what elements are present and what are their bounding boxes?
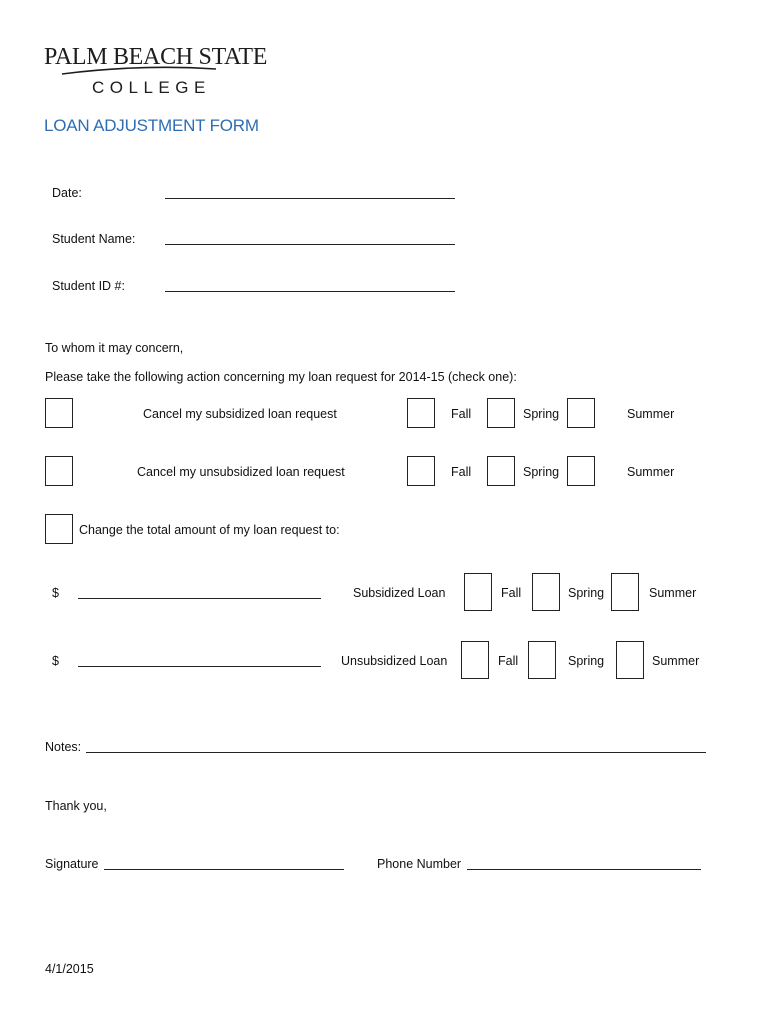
student-id-label: Student ID #: [52, 279, 125, 293]
summer-label: Summer [627, 465, 675, 479]
cancel-unsubsidized-checkbox[interactable] [45, 456, 73, 486]
student-id-field[interactable] [165, 291, 455, 292]
spring-label: Spring [523, 465, 560, 479]
college-logo-subtitle: COLLEGE [92, 78, 211, 97]
summer-label: Summer [652, 654, 700, 668]
fall-label: Fall [501, 586, 522, 600]
cancel-unsubsidized-summer-checkbox[interactable] [567, 456, 595, 486]
phone-number-field[interactable] [467, 869, 701, 870]
cancel-subsidized-checkbox[interactable] [45, 398, 73, 428]
fall-label: Fall [498, 654, 519, 668]
subsidized-spring-checkbox[interactable] [532, 573, 560, 611]
date-label: Date: [52, 186, 82, 200]
summer-label: Summer [627, 407, 675, 421]
currency-symbol: $ [52, 586, 59, 600]
date-field[interactable] [165, 198, 455, 199]
form-title: LOAN ADJUSTMENT FORM [44, 116, 259, 135]
cancel-unsubsidized-label: Cancel my unsubsidized loan request [137, 465, 345, 479]
college-logo-name: PALM BEACH STATE [44, 44, 268, 70]
spring-label: Spring [523, 407, 560, 421]
logo-swoosh-icon [60, 66, 220, 76]
signature-label: Signature [45, 857, 99, 871]
unsubsidized-summer-checkbox[interactable] [616, 641, 644, 679]
cancel-subsidized-spring-checkbox[interactable] [487, 398, 515, 428]
change-total-checkbox[interactable] [45, 514, 73, 544]
fall-label: Fall [451, 465, 472, 479]
summer-label: Summer [649, 586, 697, 600]
notes-label: Notes: [45, 740, 82, 754]
unsubsidized-loan-label: Unsubsidized Loan [341, 654, 448, 668]
currency-symbol: $ [52, 654, 59, 668]
cancel-unsubsidized-spring-checkbox[interactable] [487, 456, 515, 486]
spring-label: Spring [568, 586, 605, 600]
cancel-subsidized-summer-checkbox[interactable] [567, 398, 595, 428]
closing: Thank you, [45, 799, 107, 813]
student-name-label: Student Name: [52, 232, 136, 246]
fall-label: Fall [451, 407, 472, 421]
notes-field[interactable] [86, 752, 706, 753]
phone-number-label: Phone Number [377, 857, 462, 871]
signature-field[interactable] [104, 869, 344, 870]
instruction: Please take the following action concerning my loan request for 2014-15 (check one): [45, 370, 517, 384]
footer-date: 4/1/2015 [45, 962, 94, 976]
spring-label: Spring [568, 654, 605, 668]
student-name-field[interactable] [165, 244, 455, 245]
cancel-unsubsidized-fall-checkbox[interactable] [407, 456, 435, 486]
cancel-subsidized-fall-checkbox[interactable] [407, 398, 435, 428]
salutation: To whom it may concern, [45, 341, 184, 355]
unsubsidized-amount-field[interactable] [78, 666, 321, 667]
unsubsidized-fall-checkbox[interactable] [461, 641, 489, 679]
cancel-subsidized-label: Cancel my subsidized loan request [143, 407, 337, 421]
subsidized-amount-field[interactable] [78, 598, 321, 599]
subsidized-loan-label: Subsidized Loan [353, 586, 446, 600]
change-total-label: Change the total amount of my loan request to: [79, 523, 340, 537]
subsidized-summer-checkbox[interactable] [611, 573, 639, 611]
subsidized-fall-checkbox[interactable] [464, 573, 492, 611]
unsubsidized-spring-checkbox[interactable] [528, 641, 556, 679]
